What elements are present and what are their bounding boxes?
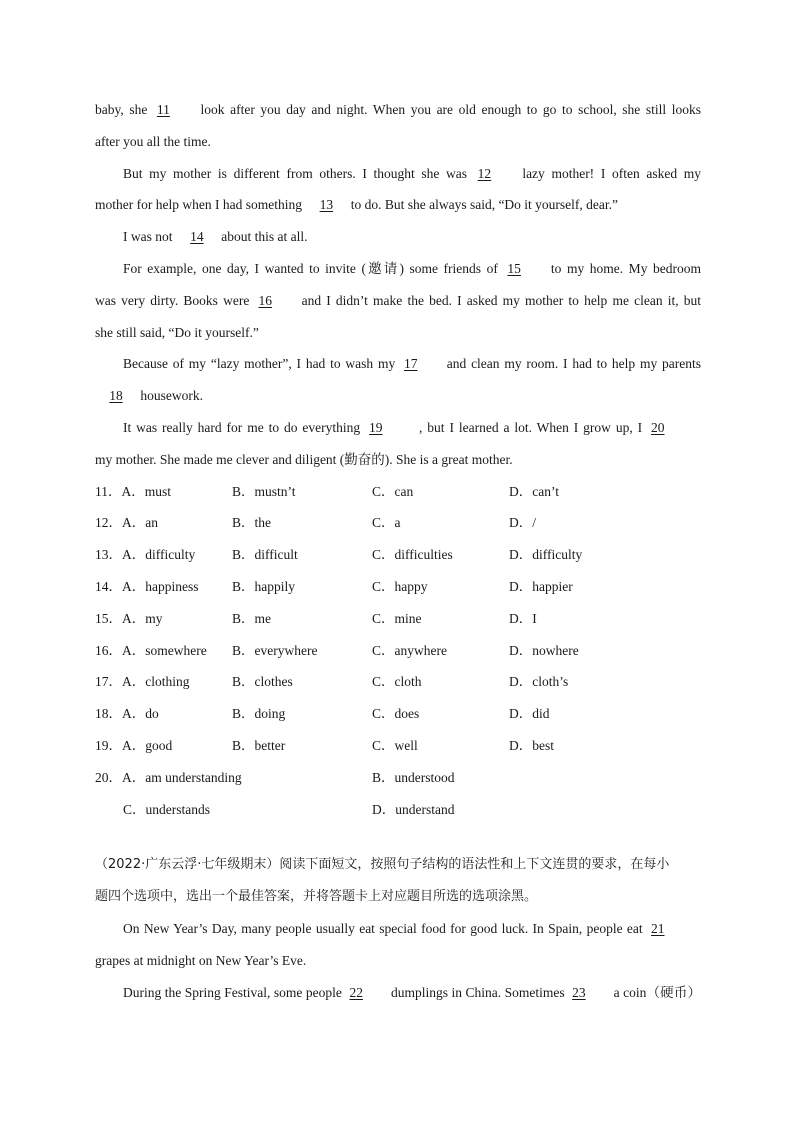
blank-17: 17 bbox=[403, 356, 418, 372]
option-d[interactable]: D．understand bbox=[372, 801, 455, 817]
option-d[interactable]: D．can’t bbox=[509, 483, 559, 499]
option-b[interactable]: B．better bbox=[232, 737, 286, 753]
option-c[interactable]: C．happy bbox=[372, 578, 428, 594]
option-a[interactable]: A．am understanding bbox=[122, 769, 242, 785]
option-b[interactable]: B．understood bbox=[372, 769, 455, 785]
question-row: 18．A．do B．doing C．does D．did bbox=[95, 702, 701, 734]
option-a[interactable]: A．somewhere bbox=[122, 642, 207, 658]
question-row: 12．A．an B．the C．a D．/ bbox=[95, 511, 701, 543]
option-a[interactable]: A．good bbox=[122, 737, 173, 753]
blank-14: 14 bbox=[190, 229, 204, 245]
option-d[interactable]: D．I bbox=[509, 610, 537, 626]
option-a[interactable]: A．my bbox=[122, 610, 163, 626]
blank-19: 19 bbox=[369, 419, 383, 435]
passage-line: 18 housework. bbox=[95, 384, 701, 416]
blank-11: 11 bbox=[156, 102, 170, 117]
question-row: 13．A．difficulty B．difficult C．difficulties D．difficulty bbox=[95, 543, 701, 575]
blank-22: 22 bbox=[349, 984, 363, 1000]
option-a[interactable]: A．difficulty bbox=[122, 547, 196, 563]
section-instructions: （2022·广东云浮·七年级期末）阅读下面短文，按照句子结构的语法性和上下文连贯的要求，在每小 bbox=[95, 857, 670, 873]
blank-12: 12 bbox=[477, 165, 492, 181]
option-d[interactable]: D．/ bbox=[509, 515, 536, 531]
option-b[interactable]: B．mustn’t bbox=[232, 483, 296, 499]
option-c[interactable]: C．understands bbox=[123, 801, 210, 817]
passage-line: my mother. She made me clever and diligent (勤奋的). She is a great mother. bbox=[95, 451, 513, 467]
question-row: 15．A．my B．me C．mine D．I bbox=[95, 607, 701, 639]
question-row-20-cont bbox=[95, 798, 701, 830]
blank-13: 13 bbox=[319, 197, 334, 213]
option-d[interactable]: D．cloth’s bbox=[509, 674, 569, 690]
option-c[interactable]: C．cloth bbox=[372, 674, 422, 690]
passage-line: Because of my “lazy mother”, I had to wash my 17 and clean my room. I had to help my parents bbox=[95, 352, 701, 384]
option-d[interactable]: D．difficulty bbox=[509, 547, 583, 563]
question-list bbox=[95, 480, 701, 830]
question-row: 14．A．happiness B．happily C．happy D．happier bbox=[95, 575, 701, 607]
question-row: 16．A．somewhere B．everywhere C．anywhere D．nowhere bbox=[95, 639, 701, 671]
blank-15: 15 bbox=[507, 260, 521, 276]
blank-18: 18 bbox=[109, 388, 123, 404]
option-a[interactable]: A．happiness bbox=[122, 578, 199, 594]
option-c[interactable]: C．mine bbox=[372, 610, 422, 626]
option-c[interactable]: C．well bbox=[372, 737, 418, 753]
option-a[interactable]: A．clothing bbox=[122, 674, 190, 690]
document-page bbox=[95, 98, 701, 1012]
passage-line: after you all the time. bbox=[95, 133, 211, 149]
option-d[interactable]: D．best bbox=[509, 737, 554, 753]
passage-line: was very dirty. Books were 16 and I didn’t make the bed. I asked my mother to help me clean it, but bbox=[95, 289, 701, 321]
option-c[interactable]: C．anywhere bbox=[372, 642, 447, 658]
option-c[interactable]: C．can bbox=[372, 483, 414, 499]
passage-line: mother for help when I had something 13 to do. But she always said, “Do it yourself, dear.” bbox=[95, 193, 701, 225]
option-c[interactable]: C．difficulties bbox=[372, 547, 453, 563]
option-b[interactable]: B．everywhere bbox=[232, 642, 318, 658]
option-b[interactable]: B．clothes bbox=[232, 674, 293, 690]
option-b[interactable]: B．doing bbox=[232, 706, 286, 722]
blank-23: 23 bbox=[572, 984, 586, 1000]
question-row: 19．A．good B．better C．well D．best bbox=[95, 734, 701, 766]
option-a[interactable]: A．an bbox=[122, 515, 158, 531]
option-a[interactable]: A．must bbox=[121, 483, 172, 499]
passage-line: she still said, “Do it yourself.” bbox=[95, 324, 259, 340]
option-c[interactable]: C．a bbox=[372, 515, 401, 531]
passage-line: baby, she 11 look after you day and night. When you are old enough to go to school, she still looks bbox=[95, 98, 701, 130]
passage-line: grapes at midnight on New Year’s Eve. bbox=[95, 952, 307, 968]
passage-line: It was really hard for me to do everything 19 , but I learned a lot. When I grow up, I 20 bbox=[95, 416, 701, 448]
question-row: 17．A．clothing B．clothes C．cloth D．cloth’s bbox=[95, 670, 701, 702]
passage-line: During the Spring Festival, some people 22 dumplings in China. Sometimes 23 a coin（硬币） bbox=[95, 981, 701, 1013]
passage-line: I was not 14 about this at all. bbox=[95, 225, 701, 257]
option-b[interactable]: B．happily bbox=[232, 578, 295, 594]
option-b[interactable]: B．difficult bbox=[232, 547, 298, 563]
option-c[interactable]: C．does bbox=[372, 706, 420, 722]
option-b[interactable]: B．the bbox=[232, 515, 271, 531]
passage-line: For example, one day, I wanted to invite (邀请) some friends of 15 to my home. My bedroom bbox=[95, 257, 701, 289]
option-d[interactable]: D．nowhere bbox=[509, 642, 579, 658]
option-d[interactable]: D．happier bbox=[509, 578, 573, 594]
passage-line: On New Year’s Day, many people usually eat special food for good luck. In Spain, people eat 21 bbox=[95, 917, 701, 949]
blank-20: 20 bbox=[651, 419, 665, 435]
blank-16: 16 bbox=[258, 292, 272, 308]
option-b[interactable]: B．me bbox=[232, 610, 271, 626]
passage-line: But my mother is different from others. I thought she was 12 lazy mother! I often asked my bbox=[95, 162, 701, 194]
blank-21: 21 bbox=[651, 920, 665, 936]
option-a[interactable]: A．do bbox=[122, 706, 159, 722]
question-row: 11．A．must B．mustn’t C．can D．can’t bbox=[95, 480, 701, 512]
section-instructions: 题四个选项中，选出一个最佳答案，并将答题卡上对应题目所选的选项涂黑。 bbox=[95, 889, 538, 905]
question-row-20: 20．A．am understanding B．understood bbox=[95, 766, 701, 798]
option-d[interactable]: D．did bbox=[509, 706, 550, 722]
